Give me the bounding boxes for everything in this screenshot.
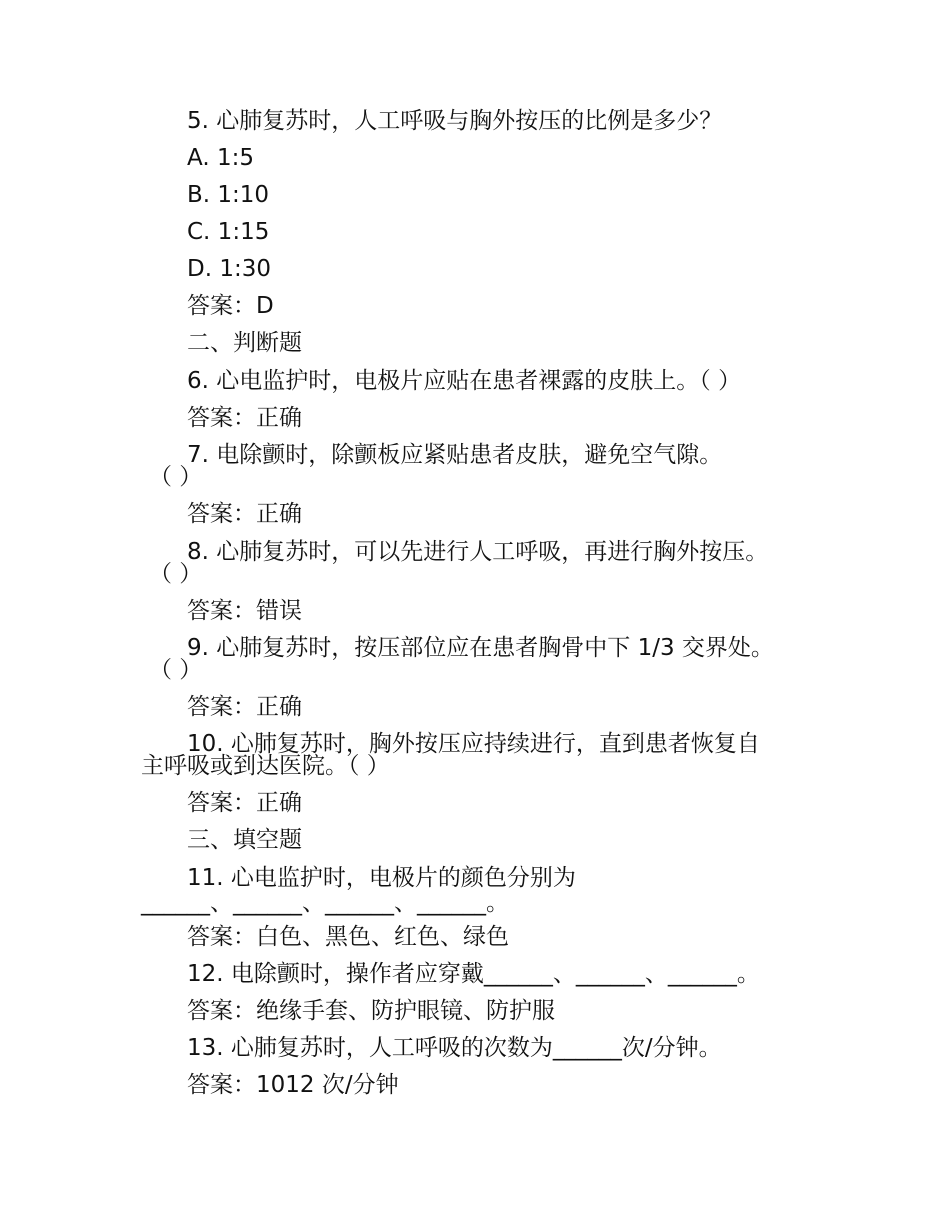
option-b: B. 1:10	[187, 182, 270, 208]
option-c: C. 1:15	[187, 219, 270, 245]
answer-9: 答案：正确	[187, 694, 302, 720]
option-d: D. 1:30	[187, 256, 271, 282]
answer-7: 答案：正确	[187, 501, 302, 527]
section-heading-true-false: 二、判断题	[187, 330, 302, 356]
answer-10: 答案：正确	[187, 790, 302, 816]
question-7-text: 7. 电除颤时，除颤板应紧贴患者皮肤，避免空气隙。	[187, 442, 723, 468]
answer-11: 答案：白色、黑色、红色、绿色	[187, 924, 509, 950]
question-12-text: 12. 电除颤时，操作者应穿戴______、______、______。	[187, 961, 760, 987]
question-8-bracket: （ ）	[149, 561, 203, 587]
answer-13: 答案：1012 次/分钟	[187, 1072, 399, 1098]
question-11-blanks: ______、______、______、______。	[141, 890, 509, 916]
question-9-text: 9. 心肺复苏时，按压部位应在患者胸骨中下 1/3 交界处。	[187, 635, 774, 661]
question-6-text: 6. 心电监护时，电极片应贴在患者裸露的皮肤上。（ ）	[187, 368, 742, 394]
question-5-text: 5. 心肺复苏时，人工呼吸与胸外按压的比例是多少？	[187, 108, 723, 134]
question-13-text: 13. 心肺复苏时，人工呼吸的次数为______次/分钟。	[187, 1035, 722, 1061]
answer-8: 答案：错误	[187, 598, 302, 624]
question-10-text: 10. 心肺复苏时，胸外按压应持续进行，直到患者恢复自	[187, 731, 760, 757]
question-7-bracket: （ ）	[149, 464, 203, 490]
answer-12: 答案：绝缘手套、防护眼镜、防护服	[187, 998, 555, 1024]
question-8-text: 8. 心肺复苏时，可以先进行人工呼吸，再进行胸外按压。	[187, 539, 769, 565]
answer-5: 答案：D	[187, 293, 274, 319]
question-9-bracket: （ ）	[149, 657, 203, 683]
section-heading-fill-blank: 三、填空题	[187, 827, 302, 853]
question-11-text: 11. 心电监护时，电极片的颜色分别为	[187, 865, 576, 891]
question-10-continuation: 主呼吸或到达医院。（ ）	[141, 753, 390, 779]
option-a: A. 1:5	[187, 145, 254, 171]
answer-6: 答案：正确	[187, 405, 302, 431]
